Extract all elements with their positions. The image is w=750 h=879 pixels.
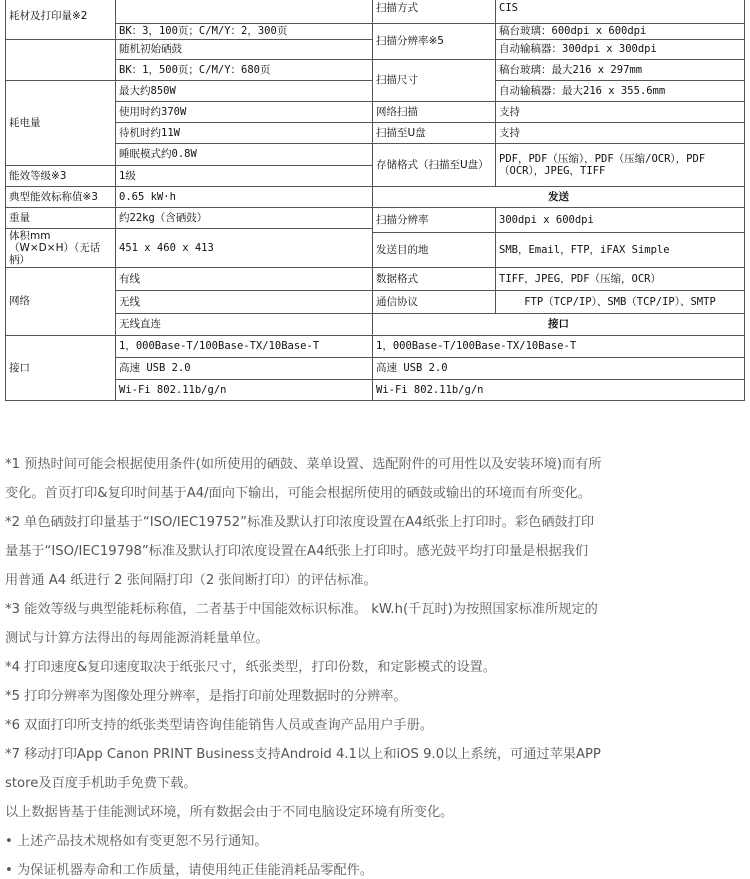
consumables-hidden (116, 0, 373, 24)
send-res-value: 300dpi x 600dpi (496, 207, 745, 233)
scan-size-platen: 稿台玻璃：最大216 x 297mm (496, 59, 745, 80)
consumables-starter: 随机初始硒鼓 (116, 39, 373, 59)
footnotes (5, 450, 745, 879)
note-line: *1 预热时间可能会根据使用条件(如所使用的硒鼓、菜单设置、选配附件的可用性以及安装环境)而有所 (5, 457, 602, 472)
data-format-label: 数据格式 (373, 268, 496, 291)
data-format-value: TIFF，JPEG，PDF（压缩，OCR） (496, 268, 745, 291)
table-row (6, 24, 745, 25)
storage-format-label: 存储格式（扫描至U盘） (373, 143, 496, 186)
table-row (6, 207, 745, 228)
table-row (6, 336, 745, 358)
spec-table (5, 0, 745, 401)
interface-wifi-right: Wi-Fi 802.11b/g/n (373, 380, 745, 401)
weight-label: 重量 (6, 207, 116, 228)
interface-ethernet-left: 1，000Base-T/100Base-TX/10Base-T (116, 336, 373, 358)
interface-ethernet-right: 1，000Base-T/100Base-TX/10Base-T (373, 336, 745, 358)
note-line: store及百度手机助手免费下载。 (5, 776, 197, 791)
dimensions-label: 体积mm （W×D×H）（无话柄） (6, 228, 116, 267)
storage-format-value: PDF，PDF（压缩），PDF（压缩/OCR），PDF（OCR），JPEG，TIFF (496, 143, 745, 186)
power-sleep: 睡眠模式约0.8W (116, 143, 373, 165)
dimensions-value: 451 x 460 x 413 (116, 228, 373, 267)
energy-grade-value: 1级 (116, 165, 373, 186)
power-label: 耗电量 (6, 80, 116, 165)
interface-label: 接口 (6, 336, 116, 401)
tec-label: 典型能效标称值※3 (6, 186, 116, 207)
scan-method-value: CIS (496, 0, 745, 24)
note-line: *7 移动打印App Canon PRINT Business支持Android 4.1以上和iOS 9.0以上系统，可通过苹果APP (5, 747, 601, 762)
destination-label: 发送目的地 (373, 233, 496, 268)
table-row (6, 380, 745, 401)
scan-to-usb-value: 支持 (496, 122, 745, 143)
table-row (6, 186, 745, 207)
network-wireless: 无线 (116, 291, 373, 314)
note-line: *5 打印分辨率为图像处理分辨率，是指打印前处理数据时的分辨率。 (5, 689, 407, 704)
table-row (6, 358, 745, 380)
network-label: 网络 (6, 268, 116, 336)
protocol-value: FTP（TCP/IP）、SMB（TCP/IP）、SMTP (496, 291, 745, 314)
table-row (6, 101, 745, 122)
note-line: 用普通 A4 纸进行 2 张间隔打印（2 张间断打印）的评估标准。 (5, 573, 377, 588)
interface-usb-left: 高速 USB 2.0 (116, 358, 373, 380)
note-line: 变化。首页打印&复印时间基于A4/面向下输出，可能会根据所使用的硒鼓或输出的环境而有所变化。 (5, 486, 592, 501)
note-line: *2 单色硒鼓打印量基于“ISO/IEC19752”标准及默认打印浓度设置在A4纸张上打印时。彩色硒鼓打印 (5, 515, 595, 530)
power-standby: 待机时约11W (116, 122, 373, 143)
table-row (6, 0, 745, 24)
scan-res-platen: 稿台玻璃：600dpi x 600dpi (496, 24, 745, 40)
send-header: 发送 (373, 186, 745, 207)
weight-value: 约22kg（含硒鼓） (116, 207, 373, 228)
power-operating: 使用时约370W (116, 101, 373, 122)
table-row (6, 122, 745, 143)
table-row (6, 268, 745, 291)
note-line: • 上述产品技术规格如有变更恕不另行通知。 (5, 834, 268, 849)
interface-header: 接口 (373, 314, 745, 336)
protocol-label: 通信协议 (373, 291, 496, 314)
table-row (6, 143, 745, 165)
note-line: • 为保证机器寿命和工作质量，请使用纯正佳能消耗品零配件。 (5, 863, 374, 878)
send-res-label: 扫描分辨率 (373, 207, 496, 233)
scan-to-usb-label: 扫描至U盘 (373, 122, 496, 143)
note-line: 量基于“ISO/IEC19798”标准及默认打印浓度设置在A4纸张上打印时。感光鼓平均打印量是根据我们 (5, 544, 589, 559)
scan-res-label: 扫描分辨率※5 (373, 24, 496, 60)
table-row (6, 59, 745, 80)
network-wired: 有线 (116, 268, 373, 291)
network-scan-label: 网络扫描 (373, 101, 496, 122)
destination-value: SMB，Email，FTP，iFAX Simple (496, 233, 745, 268)
spec-table-container (5, 0, 744, 401)
scan-size-adf: 自动输稿器：最大216 x 355.6mm (496, 80, 745, 101)
power-max: 最大约850W (116, 80, 373, 101)
note-line: 以上数据皆基于佳能测试环境，所有数据会由于不同电脑设定环境有所变化。 (5, 805, 454, 820)
network-direct: 无线直连 (116, 314, 373, 336)
consumables-yield-2: BK：1，500页；C/M/Y：680页 (116, 59, 373, 80)
interface-usb-right: 高速 USB 2.0 (373, 358, 745, 380)
scan-size-label: 扫描尺寸 (373, 59, 496, 101)
table-row (6, 291, 745, 314)
scan-method-label: 扫描方式 (373, 0, 496, 24)
consumables-label-b (6, 39, 116, 80)
note-line: *4 打印速度&复印速度取决于纸张尺寸，纸张类型，打印份数，和定影模式的设置。 (5, 660, 497, 675)
interface-wifi-left: Wi-Fi 802.11b/g/n (116, 380, 373, 401)
table-row (6, 314, 745, 336)
note-line: *3 能效等级与典型能耗标称值，二者基于中国能效标识标准。 kW.h(千瓦时)为按照国家标准所规定的 (5, 602, 598, 617)
consumables-label: 耗材及打印量※2 (6, 0, 116, 39)
scan-res-adf: 自动输稿器：300dpi x 300dpi (496, 39, 745, 59)
note-line: 测试与计算方法得出的每周能源消耗量单位。 (5, 631, 269, 646)
tec-value: 0.65 kW·h (116, 186, 373, 207)
consumables-yield-1: BK：3，100页；C/M/Y：2，300页 (116, 24, 373, 40)
note-line: *6 双面打印所支持的纸张类型请咨询佳能销售人员或查询产品用户手册。 (5, 718, 433, 733)
energy-grade-label: 能效等级※3 (6, 165, 116, 186)
network-scan-value: 支持 (496, 101, 745, 122)
